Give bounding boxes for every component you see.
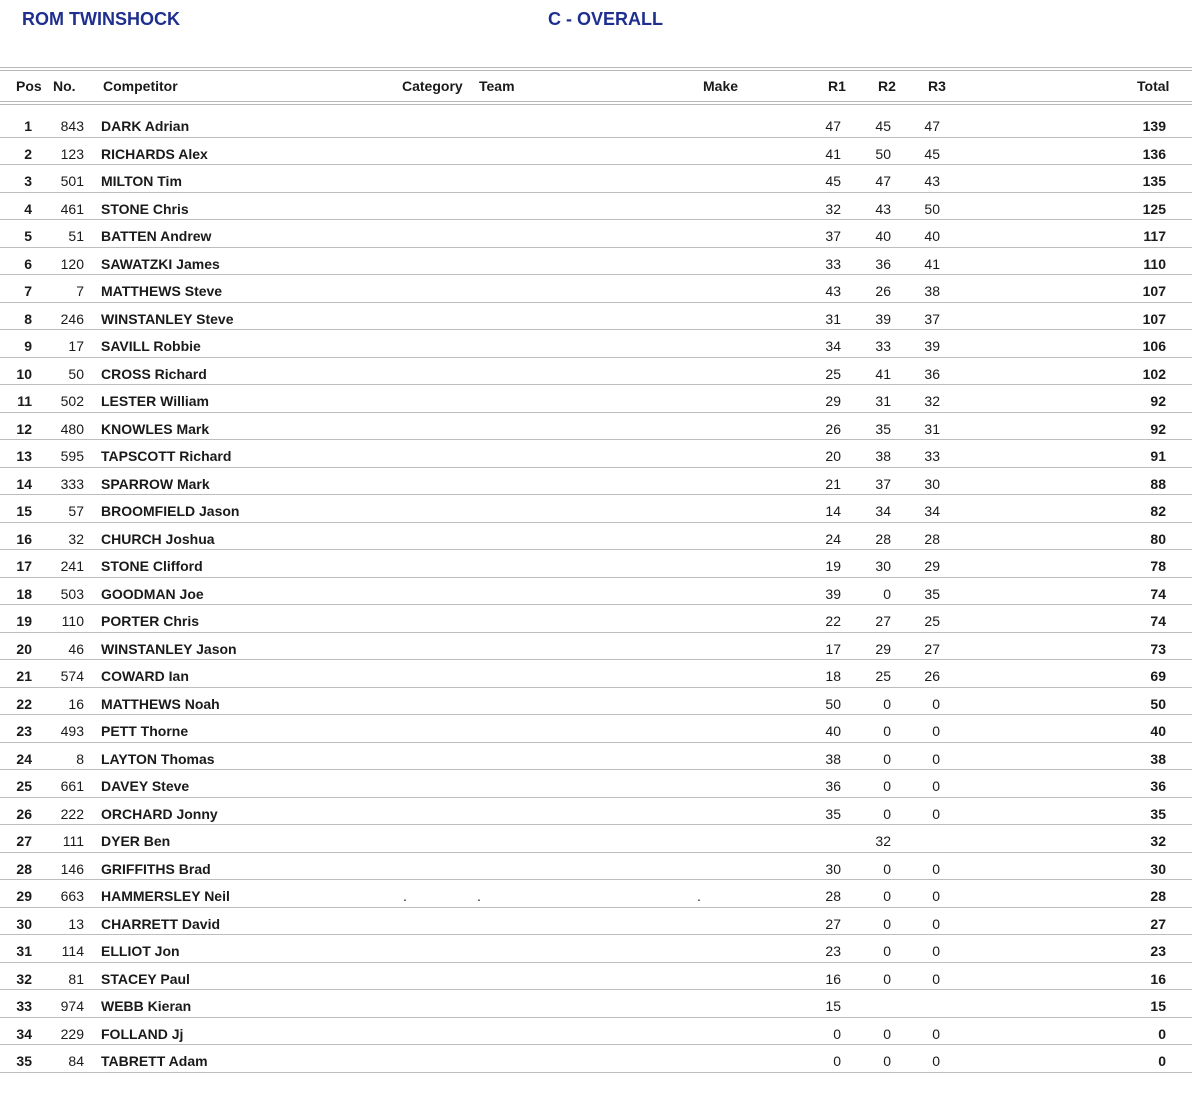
table-row	[0, 577, 1192, 606]
cell-no: 8	[76, 750, 84, 767]
cell-pos: 22	[16, 695, 32, 712]
cell-total: 82	[1150, 503, 1166, 519]
cell-r3: 45	[924, 145, 940, 162]
cell-name: PORTER Chris	[101, 613, 200, 629]
cell-r2: 25	[875, 668, 891, 684]
cell-r2: 50	[875, 145, 891, 162]
cell-r1: 18	[825, 668, 841, 684]
cell-r2: 47	[875, 173, 891, 189]
cell-r3: 0	[932, 723, 940, 739]
cell-r1: 24	[825, 530, 841, 547]
cell-name: BROOMFIELD Jason	[101, 503, 240, 519]
cell-r3: 33	[924, 448, 940, 464]
cell-r2: 37	[875, 475, 891, 492]
cell-name: TABRETT Adam	[101, 1053, 208, 1069]
col-total: Total	[1137, 78, 1170, 94]
cell-r2: 39	[875, 310, 891, 327]
cell-total: 74	[1150, 585, 1166, 602]
cell-name: TAPSCOTT Richard	[101, 448, 232, 464]
cell-name: MATTHEWS Steve	[101, 283, 223, 299]
cell-total: 92	[1150, 420, 1166, 437]
table-row	[0, 1017, 1192, 1046]
cell-no: 843	[60, 118, 84, 134]
cell-r2: 35	[875, 420, 891, 437]
cell-name: LAYTON Thomas	[101, 750, 215, 767]
cell-no: 661	[60, 778, 84, 794]
table-row	[0, 769, 1192, 798]
cell-r3: 34	[924, 503, 940, 519]
table-row	[0, 494, 1192, 523]
cell-r1: 50	[825, 695, 841, 712]
cell-r3: 0	[932, 695, 940, 712]
header-rule-top-2	[0, 70, 1192, 71]
cell-r3: 0	[932, 860, 940, 877]
cell-r2: 0	[883, 943, 891, 959]
cell-r1: 31	[825, 310, 841, 327]
cell-no: 502	[60, 393, 84, 409]
cell-no: 246	[60, 310, 84, 327]
cell-name: WINSTANLEY Jason	[101, 640, 237, 657]
cell-name: WEBB Kieran	[101, 998, 192, 1014]
table-row	[0, 687, 1192, 716]
cell-name: FOLLAND Jj	[101, 1025, 184, 1042]
cell-name: BATTEN Andrew	[101, 228, 212, 244]
cell-r2: 0	[883, 1025, 891, 1042]
cell-name: ELLIOT Jon	[101, 943, 180, 959]
table-row	[0, 824, 1192, 853]
cell-r1: 0	[833, 1053, 841, 1069]
cell-name: MILTON Tim	[101, 173, 182, 189]
cell-r3: 43	[924, 173, 940, 189]
cell-no: 13	[68, 915, 84, 932]
cell-name: DAVEY Steve	[101, 778, 190, 794]
cell-make: .	[697, 888, 701, 904]
table-row	[0, 604, 1192, 633]
col-no: No.	[53, 78, 76, 94]
cell-pos: 31	[16, 943, 32, 959]
cell-r1: 25	[825, 365, 841, 382]
cell-r1: 15	[825, 998, 841, 1014]
cell-total: 88	[1150, 475, 1166, 492]
cell-total: 40	[1150, 723, 1166, 739]
cell-pos: 34	[16, 1025, 32, 1042]
cell-r3: 38	[924, 283, 940, 299]
cell-r3: 0	[932, 943, 940, 959]
cell-pos: 2	[24, 145, 32, 162]
cell-r3: 0	[932, 970, 940, 987]
cell-pos: 25	[16, 778, 32, 794]
cell-r3: 0	[932, 1053, 940, 1069]
cell-total: 92	[1150, 393, 1166, 409]
cell-r2: 0	[883, 888, 891, 904]
cell-name: CHARRETT David	[101, 915, 221, 932]
cell-no: 7	[76, 283, 84, 299]
cell-pos: 10	[16, 365, 32, 382]
cell-r3: 25	[924, 613, 940, 629]
cell-r3: 0	[932, 805, 940, 822]
cell-total: 110	[1143, 255, 1166, 272]
cell-r1: 41	[825, 145, 841, 162]
cell-no: 222	[60, 805, 84, 822]
cell-no: 229	[60, 1025, 84, 1042]
table-row	[0, 1044, 1192, 1073]
cell-name: CROSS Richard	[101, 365, 207, 382]
cell-total: 15	[1150, 998, 1166, 1014]
cell-total: 80	[1150, 530, 1166, 547]
cell-pos: 23	[16, 723, 32, 739]
cell-r1: 37	[825, 228, 841, 244]
cell-pos: 21	[16, 668, 32, 684]
cell-no: 50	[68, 365, 84, 382]
cell-pos: 3	[24, 173, 32, 189]
cell-r3: 35	[924, 585, 940, 602]
cell-no: 84	[68, 1053, 84, 1069]
cell-name: HAMMERSLEY Neil	[101, 888, 230, 904]
cell-no: 974	[60, 998, 84, 1014]
cell-r2: 0	[883, 778, 891, 794]
cell-r2: 32	[875, 833, 891, 849]
table-row	[0, 522, 1192, 551]
cell-r1: 36	[825, 778, 841, 794]
cell-no: 17	[68, 338, 84, 354]
cell-no: 480	[60, 420, 84, 437]
cell-no: 51	[68, 228, 84, 244]
cell-r3: 30	[924, 475, 940, 492]
cell-total: 69	[1150, 668, 1166, 684]
table-row	[0, 357, 1192, 386]
class-title: C - OVERALL	[548, 9, 663, 29]
table-row	[0, 247, 1192, 276]
table-row	[0, 632, 1192, 661]
table-row	[0, 192, 1192, 221]
table-row	[0, 384, 1192, 413]
cell-r1: 21	[825, 475, 841, 492]
cell-pos: 24	[16, 750, 32, 767]
cell-total: 38	[1150, 750, 1166, 767]
event-title: ROM TWINSHOCK	[22, 9, 180, 29]
col-category: Category	[402, 78, 463, 94]
cell-r1: 28	[825, 888, 841, 904]
cell-no: 123	[60, 145, 84, 162]
cell-r1: 35	[825, 805, 841, 822]
cell-r2: 0	[883, 695, 891, 712]
cell-r3: 37	[924, 310, 940, 327]
cell-pos: 12	[16, 420, 32, 437]
cell-r3: 39	[924, 338, 940, 354]
cell-name: SPARROW Mark	[101, 475, 210, 492]
cell-r2: 45	[875, 118, 891, 134]
cell-r2: 31	[875, 393, 891, 409]
cell-no: 146	[60, 860, 84, 877]
table-row	[0, 907, 1192, 936]
cell-total: 30	[1150, 860, 1166, 877]
table-row	[0, 412, 1192, 441]
table-row	[0, 302, 1192, 331]
table-row	[0, 659, 1192, 688]
cell-r3: 47	[924, 118, 940, 134]
cell-r2: 27	[875, 613, 891, 629]
cell-total: 0	[1158, 1025, 1166, 1042]
cell-pos: 5	[24, 228, 32, 244]
cell-pos: 30	[16, 915, 32, 932]
cell-pos: 4	[24, 200, 32, 217]
cell-r1: 23	[825, 943, 841, 959]
cell-r2: 0	[883, 1053, 891, 1069]
cell-no: 46	[68, 640, 84, 657]
cell-r3: 31	[924, 420, 940, 437]
cell-r1: 32	[825, 200, 841, 217]
cell-r2: 0	[883, 915, 891, 932]
cell-total: 91	[1150, 448, 1166, 464]
table-row	[0, 989, 1192, 1018]
table-row	[0, 714, 1192, 743]
cell-no: 110	[61, 613, 84, 629]
cell-pos: 35	[16, 1053, 32, 1069]
cell-pos: 19	[16, 613, 32, 629]
cell-r2: 41	[875, 365, 891, 382]
table-row	[0, 274, 1192, 303]
cell-r2: 0	[883, 750, 891, 767]
cell-r3: 0	[932, 888, 940, 904]
cell-no: 574	[60, 668, 84, 684]
table-row	[0, 852, 1192, 881]
cell-name: GRIFFITHS Brad	[101, 860, 211, 877]
cell-name: DARK Adrian	[101, 118, 190, 134]
cell-r3: 0	[932, 1025, 940, 1042]
table-row	[0, 329, 1192, 358]
cell-pos: 20	[16, 640, 32, 657]
table-row	[0, 137, 1192, 166]
cell-pos: 18	[16, 585, 32, 602]
cell-r3: 0	[932, 778, 940, 794]
cell-r3: 40	[924, 228, 940, 244]
cell-r2: 36	[875, 255, 891, 272]
cell-pos: 33	[16, 998, 32, 1014]
cell-r2: 28	[875, 530, 891, 547]
cell-total: 102	[1142, 365, 1166, 382]
col-competitor: Competitor	[103, 78, 178, 94]
cell-r3: 27	[924, 640, 940, 657]
cell-total: 23	[1150, 943, 1166, 959]
cell-total: 27	[1150, 915, 1166, 932]
cell-no: 493	[60, 723, 84, 739]
cell-total: 125	[1142, 200, 1166, 217]
cell-name: WINSTANLEY Steve	[101, 310, 234, 327]
cell-pos: 7	[24, 283, 32, 299]
cell-no: 503	[60, 585, 84, 602]
col-pos: Pos	[16, 78, 42, 94]
cell-pos: 11	[17, 393, 32, 409]
table-row	[0, 879, 1192, 908]
cell-pos: 14	[16, 475, 32, 492]
cell-r3: 29	[924, 558, 940, 574]
cell-r3: 36	[924, 365, 940, 382]
table-row	[0, 164, 1192, 193]
cell-r2: 40	[875, 228, 891, 244]
cell-pos: 32	[16, 970, 32, 987]
cell-name: LESTER William	[101, 393, 210, 409]
cell-total: 136	[1142, 145, 1166, 162]
cell-pos: 29	[16, 888, 32, 904]
cell-no: 114	[61, 943, 84, 959]
cell-r3: 0	[932, 750, 940, 767]
table-row	[0, 934, 1192, 963]
cell-pos: 26	[16, 805, 32, 822]
cell-r2: 38	[875, 448, 891, 464]
cell-pos: 15	[16, 503, 32, 519]
cell-total: 32	[1150, 833, 1166, 849]
cell-r1: 0	[833, 1025, 841, 1042]
cell-no: 241	[60, 558, 84, 574]
col-r2: R2	[878, 78, 896, 94]
cell-r1: 34	[825, 338, 841, 354]
cell-total: 50	[1150, 695, 1166, 712]
cell-r3: 41	[924, 255, 940, 272]
cell-pos: 28	[16, 860, 32, 877]
cell-total: 16	[1150, 970, 1166, 987]
cell-pos: 6	[24, 255, 32, 272]
cell-pos: 16	[16, 530, 32, 547]
cell-r3: 0	[932, 915, 940, 932]
cell-pos: 17	[16, 558, 32, 574]
cell-r2: 0	[883, 723, 891, 739]
col-r1: R1	[828, 78, 846, 94]
cell-r2: 26	[875, 283, 891, 299]
cell-r1: 29	[825, 393, 841, 409]
cell-no: 32	[68, 530, 84, 547]
cell-total: 74	[1150, 613, 1166, 629]
cell-name: STONE Chris	[101, 200, 189, 217]
cell-total: 107	[1142, 283, 1166, 299]
cell-name: SAWATZKI James	[101, 255, 220, 272]
cell-name: PETT Thorne	[101, 723, 189, 739]
cell-total: 35	[1150, 805, 1166, 822]
table-row	[0, 467, 1192, 496]
cell-no: 16	[68, 695, 84, 712]
cell-no: 81	[68, 970, 84, 987]
cell-r3: 50	[924, 200, 940, 217]
cell-total: 28	[1150, 888, 1166, 904]
table-row	[0, 549, 1192, 578]
cell-r3: 26	[924, 668, 940, 684]
table-row	[0, 742, 1192, 771]
cell-r1: 19	[825, 558, 841, 574]
cell-r1: 38	[825, 750, 841, 767]
cell-pos: 1	[24, 118, 32, 134]
cell-name: COWARD Ian	[101, 668, 189, 684]
table-row	[0, 962, 1192, 991]
cell-total: 117	[1143, 228, 1166, 244]
table-row	[0, 109, 1192, 138]
cell-pos: 9	[24, 338, 32, 354]
cell-total: 36	[1150, 778, 1166, 794]
cell-r2: 0	[883, 860, 891, 877]
cell-r1: 27	[825, 915, 841, 932]
cell-r2: 33	[875, 338, 891, 354]
col-make: Make	[703, 78, 739, 94]
cell-r2: 30	[875, 558, 891, 574]
cell-no: 663	[60, 888, 84, 904]
cell-r1: 33	[825, 255, 841, 272]
cell-total: 0	[1158, 1053, 1166, 1069]
cell-no: 57	[68, 503, 84, 519]
cell-name: SAVILL Robbie	[101, 338, 201, 354]
cell-pos: 27	[16, 833, 32, 849]
col-team: Team	[479, 78, 515, 94]
cell-no: 111	[62, 833, 84, 849]
cell-r2: 34	[875, 503, 891, 519]
cell-name: CHURCH Joshua	[101, 530, 215, 547]
cell-total: 135	[1142, 173, 1166, 189]
cell-r1: 45	[825, 173, 841, 189]
cell-r2: 43	[875, 200, 891, 217]
cell-r1: 43	[825, 283, 841, 299]
col-r3: R3	[928, 78, 946, 94]
cell-total: 107	[1142, 310, 1166, 327]
cell-name: RICHARDS Alex	[101, 145, 208, 162]
header-rule-bottom	[0, 101, 1192, 102]
header-rule-top	[0, 67, 1192, 68]
cell-r1: 17	[825, 640, 841, 657]
cell-r1: 16	[825, 970, 841, 987]
cell-total: 73	[1150, 640, 1166, 657]
cell-r2: 29	[875, 640, 891, 657]
cell-name: DYER Ben	[101, 833, 171, 849]
cell-r2: 0	[883, 970, 891, 987]
header-rule-bottom-2	[0, 104, 1192, 105]
cell-total: 78	[1150, 558, 1166, 574]
cell-total: 139	[1142, 118, 1166, 134]
cell-r3: 28	[924, 530, 940, 547]
table-row	[0, 219, 1192, 248]
cell-r1: 30	[825, 860, 841, 877]
cell-no: 501	[60, 173, 84, 189]
cell-name: STACEY Paul	[101, 970, 190, 987]
cell-pos: 13	[16, 448, 32, 464]
cell-name: GOODMAN Joe	[101, 585, 204, 602]
cell-name: MATTHEWS Noah	[101, 695, 220, 712]
cell-team: .	[477, 888, 481, 904]
table-row	[0, 439, 1192, 468]
cell-name: KNOWLES Mark	[101, 420, 210, 437]
cell-r1: 26	[825, 420, 841, 437]
cell-no: 120	[60, 255, 84, 272]
table-row	[0, 797, 1192, 826]
cell-r1: 39	[825, 585, 841, 602]
cell-r2: 0	[883, 805, 891, 822]
cell-r1: 40	[825, 723, 841, 739]
cell-pos: 8	[24, 310, 32, 327]
cell-no: 333	[60, 475, 84, 492]
cell-no: 461	[60, 200, 84, 217]
cell-r3: 32	[924, 393, 940, 409]
cell-category: .	[403, 888, 407, 904]
cell-no: 595	[60, 448, 84, 464]
cell-r1: 14	[825, 503, 841, 519]
cell-name: ORCHARD Jonny	[101, 805, 218, 822]
cell-r1: 22	[825, 613, 841, 629]
cell-name: STONE Clifford	[101, 558, 203, 574]
cell-r1: 20	[825, 448, 841, 464]
cell-r2: 0	[883, 585, 891, 602]
cell-total: 106	[1142, 338, 1166, 354]
cell-r1: 47	[825, 118, 841, 134]
